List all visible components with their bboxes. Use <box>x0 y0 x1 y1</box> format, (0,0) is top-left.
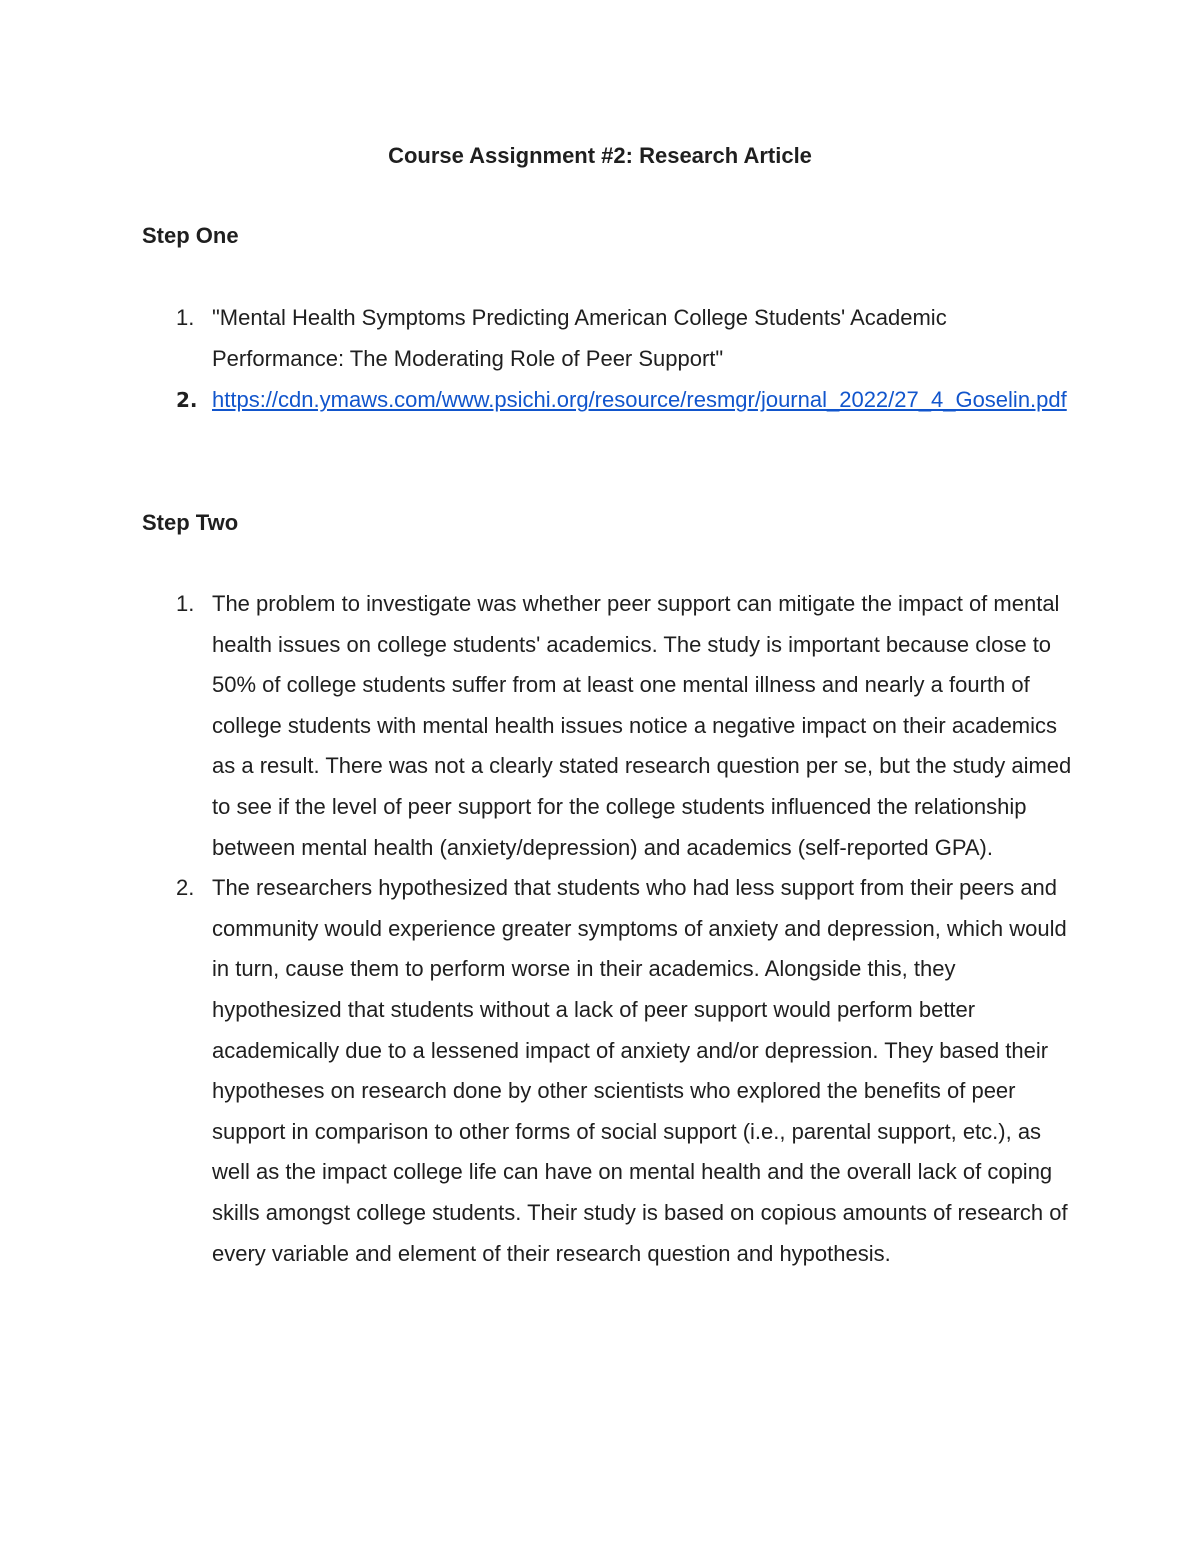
list-item <box>142 380 1072 421</box>
list-item <box>142 584 1072 868</box>
answer-text: The problem to investigate was whether peer support can mitigate the impact of mental health issues on college students' academics. The study is important because close to 50% of college students suffer from at least one mental illness and nearly a fourth of college students with mental health issues notice a negative impact on their academics as a result. There was not a clearly stated research question per se, but the study aimed to see if the level of peer support for the college students influenced the relationship between mental health (anxiety/depression) and academics (self-reported GPA). <box>212 591 1072 860</box>
list-item-number: 1. <box>176 591 195 616</box>
article-title-text: "Mental Health Symptoms Predicting American College Students' Academic Performance: The Moderating Role of Peer Support" <box>212 305 947 371</box>
page-title: Course Assignment #2: Research Article <box>388 143 812 168</box>
list-item-number: 2. <box>176 388 198 413</box>
list-item <box>142 298 1072 379</box>
step-two-list <box>142 584 1072 1274</box>
step-one-list <box>142 298 1072 421</box>
list-item <box>142 868 1072 1274</box>
answer-text: The researchers hypothesized that students who had less support from their peers and community would experience greater symptoms of anxiety and depression, which would in turn, cause them to perform worse in their academics. Alongside this, they hypothesized that students without a lack of peer support would perform better academically due to a lessened impact of anxiety and/or depression. They based their hypotheses on research done by other scientists who explored the benefits of peer support in comparison to other forms of social support (i.e., parental support, etc.), as well as the impact college life can have on mental health and the overall lack of coping skills amongst college students. Their study is based on copious amounts of research of every variable and element of their research question and hypothesis. <box>212 875 1068 1266</box>
step-one-heading: Step One <box>142 223 239 248</box>
list-item-number: 2. <box>176 875 195 901</box>
article-link[interactable]: https://cdn.ymaws.com/www.psichi.org/resource/resmgr/journal_2022/27_4_Goselin.pdf <box>212 387 1067 413</box>
step-two-heading: Step Two <box>142 510 239 535</box>
list-item-number: 1. <box>176 305 195 330</box>
